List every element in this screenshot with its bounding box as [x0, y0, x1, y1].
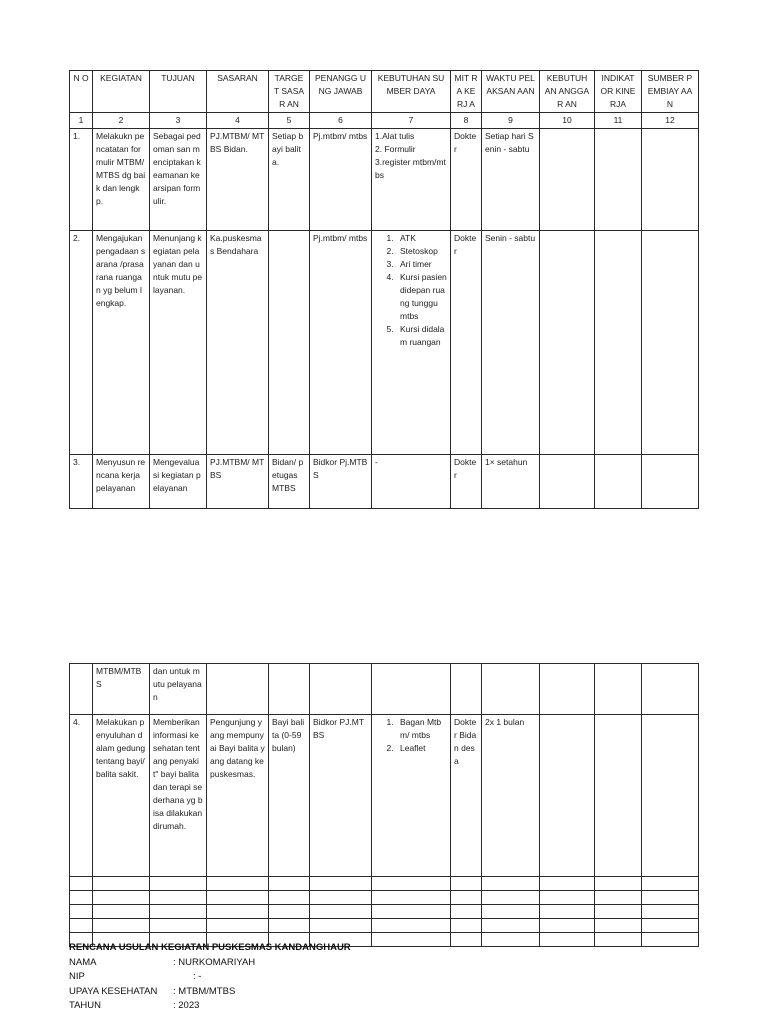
row-number: 3. [70, 455, 93, 509]
header-cell: SUMBER PEMBIAY AAN [642, 71, 699, 113]
table-row [70, 664, 699, 715]
column-number-cell: 11 [595, 113, 642, 129]
mitra-cell: Dokter Bidan desa [451, 715, 482, 877]
field-label: TAHUN [69, 1000, 102, 1012]
column-number-cell: 12 [642, 113, 699, 129]
kegiatan-cell: Melakukn pencatatan formulir MTBM/MTBS dg baik dan lengkp. [93, 129, 150, 231]
tujuan-cell: Mengevaluasi kegiatan pelayanan [150, 455, 207, 509]
table-row [70, 715, 699, 877]
empty-cell [540, 129, 595, 231]
column-number-cell: 8 [451, 113, 482, 129]
empty-cell [482, 664, 540, 715]
row-number: 1. [70, 129, 93, 231]
sumber-daya-list [375, 232, 447, 349]
penanggung-jawab-cell: Bidkor PJ.MTBS [310, 715, 372, 877]
header-cell: KEGIATAN [93, 71, 150, 113]
footer-field-upaya-kesehatan [69, 985, 351, 1000]
column-number-cell: 6 [310, 113, 372, 129]
tujuan-cell: Menunjang kegiatan pelayanan dan untuk mutu pelayanan. [150, 231, 207, 455]
column-number-cell: 7 [372, 113, 451, 129]
empty-row [70, 877, 699, 891]
sumber-daya-cell: 1.Alat tulis 2. Formulir 3.register mtbm/mtbs [372, 129, 451, 231]
empty-row [70, 919, 699, 933]
empty-cell [540, 664, 595, 715]
field-label: NIP [69, 971, 85, 983]
empty-row [70, 891, 699, 905]
empty-row [70, 905, 699, 919]
empty-cell [642, 455, 699, 509]
empty-cell [372, 664, 451, 715]
column-number-cell: 4 [207, 113, 269, 129]
header-cell: TUJUAN [150, 71, 207, 113]
list-item: 2. Stetoskop [396, 245, 447, 258]
empty-cell [595, 455, 642, 509]
empty-cell [451, 664, 482, 715]
penanggung-jawab-cell: Pj.mtbm/ mtbs [310, 129, 372, 231]
header-cell: INDIKAT OR KINERJA [595, 71, 642, 113]
row-number: 4. [70, 715, 93, 877]
header-cell: TARGE T SASAR AN [269, 71, 310, 113]
empty-cell [540, 455, 595, 509]
tujuan-cell: Memberikan informasi kesehatan tentang penyakit" bayi balita dan terapi sederhana yg bisa dilakukan dirumah. [150, 715, 207, 877]
table-header-row [70, 71, 699, 113]
header-cell: PENANGG UNG JAWAB [310, 71, 372, 113]
footer-field-nip [69, 970, 351, 985]
activity-plan-table-continued [69, 663, 699, 947]
header-cell: N O [70, 71, 93, 113]
empty-cell [642, 715, 699, 877]
empty-cell [595, 715, 642, 877]
sasaran-cell: Pengunjung yang mempunyai Bayi balita yang datang ke puskesmas. [207, 715, 269, 877]
header-cell: SASARAN [207, 71, 269, 113]
field-label: NAMA [69, 956, 97, 968]
waktu-cell: Setiap hari Senin - sabtu [482, 129, 540, 231]
empty-cell [207, 664, 269, 715]
header-cell: KEBUTUH AN ANGGAR AN [540, 71, 595, 113]
target-cell: Bidan/ petugas MTBS [269, 455, 310, 509]
tujuan-cell: dan untuk mutu pelayanan [150, 664, 207, 715]
list-item: 3. Ari timer [396, 258, 447, 271]
kegiatan-cell: Mengajukan pengadaan sarana /prasarana ruangan yg belum lengkap. [93, 231, 150, 455]
column-number-row [70, 113, 699, 129]
kegiatan-cell: Menyusun rencana kerja pelayanan [93, 455, 150, 509]
document-title: RENCANA USULAN KEGIATAN PUSKESMAS KANDANGHAUR [69, 942, 351, 953]
sasaran-cell: Ka.puskesmas Bendahara [207, 231, 269, 455]
empty-cell [310, 664, 372, 715]
field-value: : MTBM/MTBS [173, 985, 236, 997]
column-number-cell: 10 [540, 113, 595, 129]
row-number: 2. [70, 231, 93, 455]
table-row [70, 231, 699, 455]
list-item: 5. Kursi didalam ruangan [396, 323, 447, 349]
kegiatan-cell: Melakukan penyuluhan dalam gedung tentang bayi/balita sakit. [93, 715, 150, 877]
footer-field-tahun [69, 999, 351, 1014]
sumber-daya-cell: - [372, 455, 451, 509]
empty-cell [642, 664, 699, 715]
header-cell: KEBUTUHAN SUMBER DAYA [372, 71, 451, 113]
mitra-cell: Dokter [451, 129, 482, 231]
column-number-cell: 5 [269, 113, 310, 129]
list-item: 1. Bagan Mtbm/ mtbs [396, 716, 447, 742]
field-value: : 2023 [173, 1000, 200, 1012]
empty-cell [595, 231, 642, 455]
list-item: 4. Kursi pasien didepan ruang tunggu mtbs [396, 271, 447, 323]
header-cell: MIT RA KERJ A [451, 71, 482, 113]
mitra-cell: Dokter [451, 231, 482, 455]
empty-cell [595, 129, 642, 231]
target-cell [269, 231, 310, 455]
kegiatan-cell: MTBM/MTBS [93, 664, 150, 715]
sasaran-cell: PJ.MTBM/ MTBS [207, 455, 269, 509]
empty-cell [540, 715, 595, 877]
column-number-cell: 2 [93, 113, 150, 129]
field-value: : - [193, 971, 202, 983]
mitra-cell: Dokter [451, 455, 482, 509]
column-number-cell: 9 [482, 113, 540, 129]
target-cell: Bayi balita (0-59 bulan) [269, 715, 310, 877]
empty-cell [70, 664, 93, 715]
waktu-cell: 1× setahun [482, 455, 540, 509]
sumber-daya-cell [372, 231, 451, 455]
waktu-cell: Senin - sabtu [482, 231, 540, 455]
column-number-cell: 1 [70, 113, 93, 129]
empty-cell [642, 231, 699, 455]
empty-cell [642, 129, 699, 231]
empty-cell [540, 231, 595, 455]
list-item: 2. Leaflet [396, 742, 447, 755]
penanggung-jawab-cell: Bidkor Pj.MTBS [310, 455, 372, 509]
table-row [70, 129, 699, 231]
empty-cell [269, 664, 310, 715]
table-row [70, 455, 699, 509]
waktu-cell: 2x 1 bulan [482, 715, 540, 877]
footer-field-nama [69, 956, 351, 971]
column-number-cell: 3 [150, 113, 207, 129]
header-cell: WAKTU PELAKSAN AAN [482, 71, 540, 113]
field-label: UPAYA KESEHATAN [69, 985, 158, 997]
sumber-daya-list [375, 716, 447, 755]
empty-cell [595, 664, 642, 715]
field-value: : NURKOMARIYAH [173, 956, 256, 968]
document-footer [69, 941, 351, 1014]
list-item: 1. ATK [396, 232, 447, 245]
sasaran-cell: PJ.MTBM/ MTBS Bidan. [207, 129, 269, 231]
tujuan-cell: Sebagai pedoman san menciptakan keamanan kearsipan formulir. [150, 129, 207, 231]
sumber-daya-cell [372, 715, 451, 877]
activity-plan-table [69, 70, 699, 509]
target-cell: Setiap bayi balita. [269, 129, 310, 231]
penanggung-jawab-cell: Pj.mtbm/ mtbs [310, 231, 372, 455]
